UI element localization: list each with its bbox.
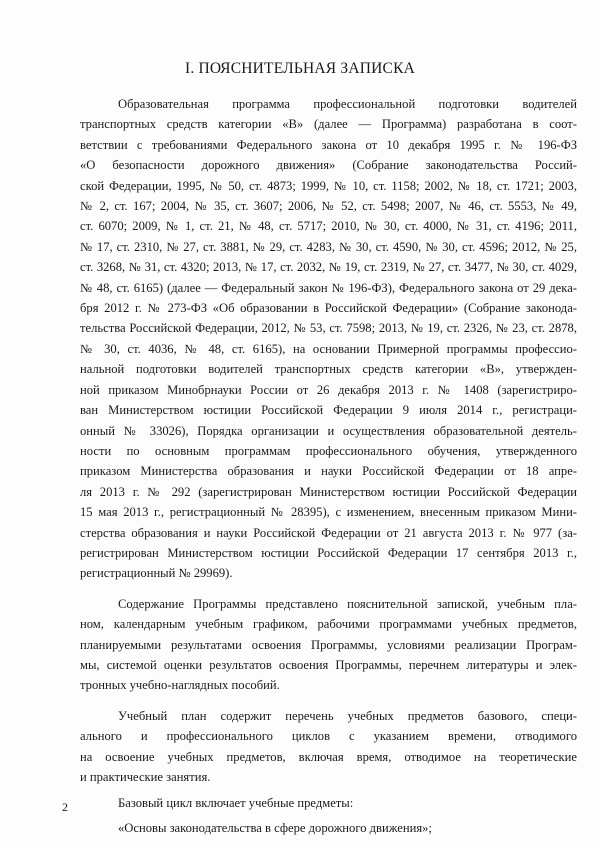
text-line: ности по основным программам профессионального обучения, утвержденного xyxy=(80,443,577,458)
paragraph-base-cycle xyxy=(80,793,577,813)
text-line: ной приказом Минобрнауки России от 26 декабря 2013 г. № 1408 (зарегистриро- xyxy=(80,382,577,397)
text-line: «Основы законодательства в сфере дорожного движения»; xyxy=(118,820,432,835)
text-line: «О безопасности дорожного движения» (Собрание законодательства Россий- xyxy=(80,158,577,173)
text-line: ской Федерации, 1995, № 50, ст. 4873; 1999, № 10, ст. 1158; 2002, № 18, ст. 1721; 2003, xyxy=(80,178,577,193)
text-line: 15 мая 2013 г., регистрационный № 28395), с изменением, внесенным приказом Мини- xyxy=(80,505,577,520)
text-line: ст. 3268, № 31, ст. 4320; 2013, № 17, ст. 2032, № 19, ст. 2319, № 27, ст. 3477, № 30, ст. 4029, xyxy=(80,260,577,275)
text-line: ном, календарным учебным графиком, рабочими программами учебных предметов, xyxy=(80,617,577,632)
text-line: № 30, ст. 4036, № 48, ст. 6165), на основании Примерной программы профессио- xyxy=(80,341,577,356)
page-number: 2 xyxy=(62,800,68,814)
text-line: ля 2013 г. № 292 (зарегистрирован Министерством юстиции Российской Федерации xyxy=(80,484,577,499)
document-body xyxy=(80,94,577,838)
text-line: Базовый цикл включает учебные предметы: xyxy=(118,796,354,811)
text-line: Учебный план содержит перечень учебных предметов базового, специ- xyxy=(118,708,577,723)
text-line: приказом Министерства образования и науки Российской Федерации от 18 апре- xyxy=(80,464,577,479)
text-line: транспортных средств категории «В» (далее — Программа) разработана в соот- xyxy=(80,117,577,132)
paragraph-program-contents xyxy=(80,594,577,696)
text-line: ван Министерством юстиции Российской Федерации 9 июля 2014 г., регистраци- xyxy=(80,403,577,418)
text-line: № 48, ст. 6165) (далее — Федеральный закон № 196-ФЗ), Федерального закона от 29 дека- xyxy=(80,280,577,295)
text-line: мы, системой оценки результатов освоения Программы, перечнем литературы и элек- xyxy=(80,657,577,672)
text-line: № 2, ст. 167; 2004, № 35, ст. 3607; 2006, № 52, ст. 5498; 2007, № 46, ст. 5553, № 49, xyxy=(80,199,577,214)
section-title: I. ПОЯСНИТЕЛЬНАЯ ЗАПИСКА xyxy=(184,60,415,77)
paragraph-legal-basis xyxy=(80,94,577,584)
text-line: Содержание Программы представлено пояснительной запиской, учебным пла- xyxy=(118,596,577,611)
text-line: планируемыми результатами освоения Программы, условиями реализации Програм- xyxy=(80,637,577,652)
text-line: нальной подготовки водителей транспортных средств категории «В», утвержден- xyxy=(80,362,577,377)
text-line: на освоение учебных предметов, включая время, отводимое на теоретические xyxy=(80,749,577,764)
text-line: и практические занятия. xyxy=(80,770,211,784)
text-line: тронных учебно-наглядных пособий. xyxy=(80,678,280,693)
text-line: стерства образования и науки Российской Федерации от 21 августа 2013 г. № 977 (за- xyxy=(80,525,577,540)
text-line: ветствии с требованиями Федерального закона от 10 декабря 1995 г. № 196-ФЗ xyxy=(80,137,577,152)
text-line: ст. 6070; 2009, № 1, ст. 21, № 48, ст. 5717; 2010, № 30, ст. 4000, № 31, ст. 4196; 2011, xyxy=(80,219,577,234)
text-line: № 17, ст. 2310, № 27, ст. 3881, № 29, ст. 4283, № 30, ст. 4590, № 30, ст. 4596; 2012, № 25, xyxy=(80,239,577,254)
text-line: тельства Российской Федерации, 2012, № 53, ст. 7598; 2013, № 19, ст. 2326, № 23, ст. 2878, xyxy=(80,321,577,336)
text-line: бря 2012 г. № 273-ФЗ «Об образовании в Российской Федерации» (Собрание законода- xyxy=(80,301,577,316)
paragraph-curriculum xyxy=(80,706,577,788)
text-line: регистрационный № 29969). xyxy=(80,566,233,581)
paragraph-subject-item xyxy=(80,818,577,838)
text-line: ального и профессионального циклов с указанием времени, отводимого xyxy=(80,729,577,744)
text-line: Образовательная программа профессиональной подготовки водителей xyxy=(118,97,577,111)
text-line: регистрирован Министерством юстиции Российской Федерации 17 сентября 2013 г., xyxy=(80,545,577,560)
text-line: онный № 33026), Порядка организации и осуществления образовательной деятель- xyxy=(80,423,577,438)
